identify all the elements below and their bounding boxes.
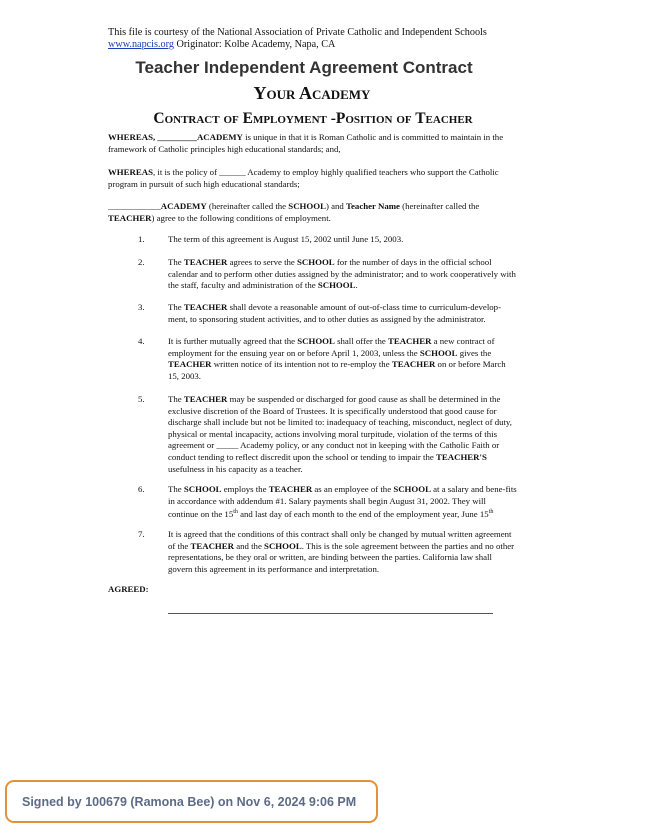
originator-line xyxy=(108,39,487,51)
agreed-label: AGREED: xyxy=(108,584,149,594)
signature-stamp-text: Signed by 100679 (Ramona Bee) on Nov 6, 2024 9:06 PM xyxy=(22,794,357,809)
originator-text: Originator: Kolbe Academy, Napa, CA xyxy=(173,39,336,50)
contract-heading: Contract of Employment -Position of Teacher xyxy=(153,110,473,127)
document-page: This file is courtesy of the National Association of Private Catholic and Independent Schools www.napcis.org Originator: Kolbe Academy, Napa, CA Teacher Independent Agreement Contract Your Academy Contract of Employment -Position of Teacher WHEREAS, _________ACADEMY is unique in that it is Roman Catholic and is committed to maintain in the framework of Catholic principles high educational standards; and, WHEREAS, it is the policy of ______ Academy to employ highly qualified teachers who support the Catholic program in pursuit of such high educational standards; ____________ACADEMY (hereinafter called the SCHOOL) and Teacher Name (hereinafter called the TEACHER) agree to the following conditions of employment. 1. The term of this agreement is August 15, 2002 until June 15, 2003. 2. The TEACHER agrees to serve the SCHOOL for the number of days in the official school calendar and to perform other duties assigned by the administrator; and to work cooperatively with the staff, faculty and administration of the SCHOOL. 3. The TEACHER shall devote a reasonable amount of out-of-class time to curriculum-develop-ment, to sponsoring student activities, and to other duties as assigned by the administrator. 4. It is further mutually agreed that the SCHOOL shall offer the TEACHER a new contract of employment for the ensuing year on or before April 1, 2003, unless the SCHOOL gives the TEACHER written notice of its intention not to re-employ the TEACHER on or before March 15, 2003. 5. The TEACHER may be suspended or discharged for good cause as shall be determined in the exclusive discretion of the Board of Trustees. It is specifically understood that good cause for discharge shall include but not be limited to: inadequacy of teaching, misconduct, neglect of duty, physical or mental incapacity, actions involving moral turpitude, violation of the terms of this agreement or _____ Academy policy, or any conduct not in keeping with the Catholic Faith or conduct tending to reflect discredit upon the school or tending to impair the TEACHER'S usefulness in his capacity as a teacher. 6. The SCHOOL employs the TEACHER as an employee of the SCHOOL at a salary and bene-fits in accordance with addendum #1. Salary payments shall begin August 31, 2002. They will continue on the 15th and last day of each month to the end of the employment year, June 15th 7. It is agreed that the conditions of this contract shall only be changed by mutual written agreement of the TEACHER and the SCHOOL. This is the sole agreement between the parties and no other representations, be they oral or written, are binding between the parties. California law shall govern this agreement in its performance and interpretation. AGREED: Signed by 100679 (Ramona Bee) on Nov 6, 2024 9:06 PM xyxy=(0,0,658,838)
document-title: Teacher Independent Agreement Contract xyxy=(135,58,473,77)
courtesy-header xyxy=(108,27,487,51)
parties-clause: ____________ACADEMY (hereinafter called the SCHOOL) and Teacher Name (hereinafter called the TEACHER) agree to the following conditions of employment. xyxy=(108,201,480,223)
napcis-link[interactable]: www.napcis.org xyxy=(108,39,174,50)
courtesy-line: This file is courtesy of the National Association of Private Catholic and Independent Schools xyxy=(108,27,487,38)
signature-line xyxy=(168,613,493,614)
whereas-clause-1: WHEREAS, _________ACADEMY is unique in that it is Roman Catholic and is committed to maintain in the framework of Catholic principles high educational standards; and, xyxy=(108,132,504,154)
signature-stamp xyxy=(5,780,378,823)
whereas-clause-2: WHEREAS, it is the policy of ______ Academy to employ highly qualified teachers who support the Catholic program in pursuit of such high educational standards; xyxy=(108,167,499,189)
academy-name: Your Academy xyxy=(253,83,371,103)
